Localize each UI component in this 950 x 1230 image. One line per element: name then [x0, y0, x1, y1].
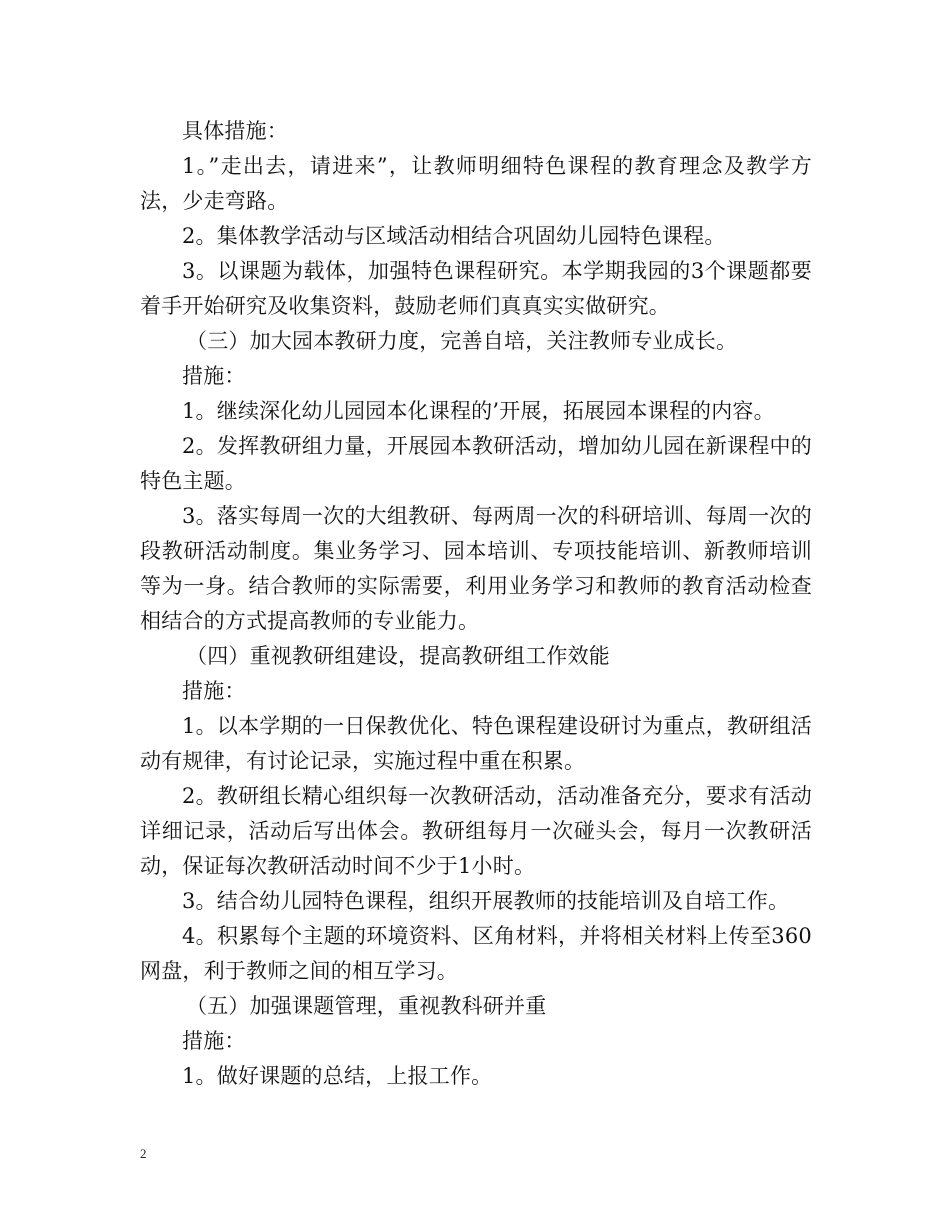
- paragraph-measure-1: 1。”走出去，请进来”，让教师明细特色课程的教育理念及教学方法，少走弯路。: [140, 154, 812, 213]
- paragraph-specific-measures: 具体措施：: [182, 119, 288, 143]
- section-heading-4: （四）重视教研组建设，提高教研组工作效能: [186, 644, 610, 668]
- paragraph-item-2: 2。教研组长精心组织每一次教研活动，活动准备充分，要求有活动详细记录，活动后写出体会。教研组每月一次碰头会，每月一次教研活动，保证每次教研活动时间不少于1小时。: [140, 784, 812, 878]
- paragraph-item-1: 1。做好课题的总结，上报工作。: [182, 1064, 493, 1088]
- paragraph-measures-label: 措施：: [182, 679, 246, 703]
- paragraph-item-3: 3。结合幼儿园特色课程，组织开展教师的技能培训及自培工作。: [182, 889, 790, 913]
- paragraph-measures-label: 措施：: [182, 364, 246, 388]
- paragraph-item-2: 2。发挥教研组力量，开展园本教研活动，增加幼儿园在新课程中的特色主题。: [140, 434, 812, 493]
- paragraph-item-3: 3。落实每周一次的大组教研、每两周一次的科研培训、每周一次的段教研活动制度。集业务学习、园本培训、专项技能培训、新教师培训等为一身。结合教师的实际需要，利用业务学习和教师的教育活动检查相结合的方式提高教师的专业能力。: [140, 504, 812, 633]
- section-heading-5: （五）加强课题管理，重视教科研并重: [186, 994, 547, 1018]
- paragraph-measures-label: 措施：: [182, 1029, 246, 1053]
- paragraph-measure-2: 2。集体教学活动与区域活动相结合巩固幼儿园特色课程。: [182, 224, 726, 248]
- paragraph-measure-3: 3。以课题为载体，加强特色课程研究。本学期我园的3个课题都要着手开始研究及收集资料，鼓励老师们真真实实做研究。: [140, 259, 812, 318]
- paragraph-item-1: 1。以本学期的一日保教优化、特色课程建设研讨为重点，教研组活动有规律，有讨论记录，实施过程中重在积累。: [140, 714, 812, 773]
- paragraph-item-1: 1。继续深化幼儿园园本化课程的’开展，拓展园本课程的内容。: [182, 399, 775, 423]
- document-body: [140, 114, 812, 1094]
- section-heading-3: （三）加大园本教研力度，完善自培，关注教师专业成长。: [186, 329, 738, 353]
- page-number: 2: [140, 1146, 147, 1161]
- paragraph-item-4: 4。积累每个主题的环境资料、区角材料，并将相关材料上传至360网盘，利于教师之间的相互学习。: [140, 924, 812, 983]
